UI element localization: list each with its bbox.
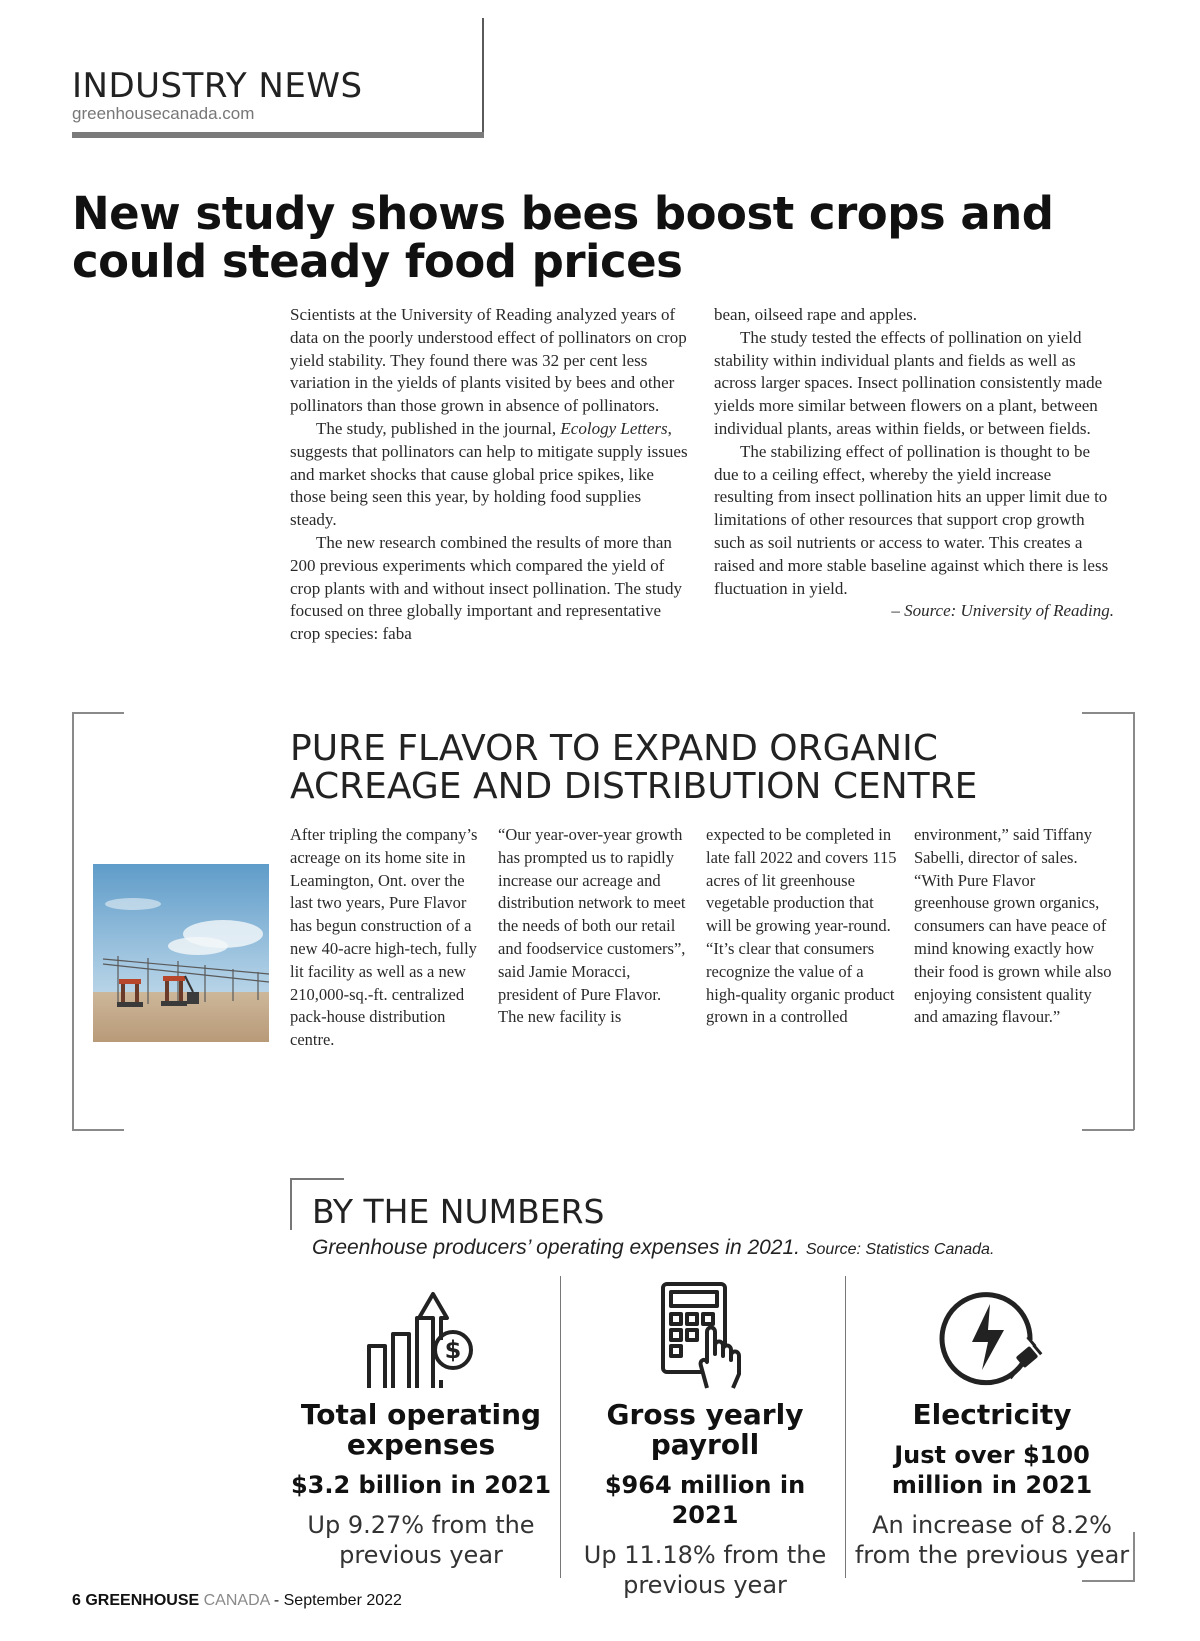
article-paragraph: expected to be completed in late fall 2022 and covers 115 acres of lit greenhouse vegetable production that will be growing year-round. bbox=[706, 825, 897, 936]
numbers-bracket-horizontal bbox=[290, 1178, 344, 1180]
numbers-subtitle bbox=[312, 1236, 994, 1260]
stat-change: Up 9.27% from the previous year bbox=[307, 1511, 535, 1569]
article-column-2-flow: bean, oilseed rape and apples. bbox=[714, 305, 917, 324]
numbers-source: Source: Statistics Canada. bbox=[805, 1241, 995, 1258]
stat-gross-payroll bbox=[570, 1280, 840, 1600]
article-paragraph: “It’s clear that consumers recognize the value of a high-quality organic product grown in a controlled bbox=[706, 938, 895, 1027]
issue-date: - September 2022 bbox=[273, 1592, 402, 1609]
site-url[interactable]: greenhousecanada.com bbox=[72, 104, 255, 123]
article-headline: New study shows bees boost crops and could steady food prices bbox=[72, 187, 1054, 288]
svg-text:$: $ bbox=[444, 1336, 462, 1364]
article-paragraph: “Our year-over-year growth has prompted us to rapidly increase our acreage and distribution network to meet the needs of both our retail and foodservice customers”, said Jamie Moracci, president of Pure Flavor. bbox=[498, 825, 686, 1004]
stat-title: Gross yearly payroll bbox=[606, 1398, 804, 1461]
section-label: INDUSTRY NEWS bbox=[72, 66, 363, 106]
stat-title: Total operating expenses bbox=[300, 1398, 542, 1461]
article-paragraph: The new research combined the results of more than 200 previous experiments which compared the yield of crop plants with and without insect pollination. The study focused on three globally important and representative crop species: faba bbox=[290, 532, 683, 644]
article-text: , suggests that pollinators can help to mitigate supply issues and market shocks that cause global price spikes, like those being seen this year, by holding food supplies steady. bbox=[290, 418, 688, 530]
article-text: The study, published in the journal, bbox=[316, 418, 561, 438]
article-paragraph bbox=[290, 418, 690, 532]
pure-flavor-title bbox=[290, 730, 1090, 806]
title-line: PURE FLAVOR TO EXPAND ORGANIC bbox=[290, 728, 938, 769]
stat-divider bbox=[560, 1276, 561, 1578]
page-footer bbox=[72, 1592, 402, 1610]
bar-chart-dollar-icon bbox=[361, 1280, 481, 1392]
electricity-plug-icon bbox=[932, 1280, 1052, 1392]
stat-change: Up 11.18% from the previous year bbox=[583, 1541, 827, 1599]
stat-electricity bbox=[854, 1280, 1130, 1570]
stat-value: $3.2 billion in 2021 bbox=[290, 1471, 552, 1499]
pure-flavor-column-2 bbox=[498, 824, 694, 1029]
title-line: ACREAGE AND DISTRIBUTION CENTRE bbox=[290, 766, 978, 807]
box-bracket-bottom-left bbox=[72, 1129, 124, 1131]
stat-value: $964 million in 2021 bbox=[604, 1471, 806, 1529]
box-bracket-right bbox=[1133, 712, 1135, 1130]
box-bracket-top-right bbox=[1082, 712, 1134, 714]
article-source: – Source: University of Reading. bbox=[891, 601, 1114, 621]
header-rule-horizontal bbox=[72, 132, 484, 138]
numbers-bracket-vertical bbox=[290, 1178, 292, 1230]
article-paragraph: environment,” said Tiffany Sabelli, director of sales. “With Pure Flavor greenhouse grown organics, consumers can have peace of mind knowing exactly how their food is grown while also enjoying consistent quality and amazing flavour.” bbox=[914, 825, 1112, 1027]
magazine-brand: GREENHOUSE bbox=[85, 1592, 200, 1609]
magazine-brand-suffix: CANADA bbox=[203, 1592, 270, 1609]
article-column-2 bbox=[714, 304, 1114, 623]
article-paragraph: Scientists at the University of Reading analyzed years of data on the poorly understood effect of pollinators on crop yield stability. They found there was 32 per cent less variation in the yields of plants visited by bees and other pollinators than those grown in absence of pollinators. bbox=[290, 305, 687, 416]
stat-total-operating bbox=[286, 1280, 556, 1570]
box-bracket-top-left bbox=[72, 712, 124, 714]
article-column-1 bbox=[290, 304, 690, 646]
numbers-subtitle-text: Greenhouse producers’ operating expenses in 2021. bbox=[312, 1236, 801, 1259]
page-number: 6 bbox=[72, 1592, 81, 1609]
journal-name: Ecology Letters bbox=[560, 418, 668, 438]
stat-change: An increase of 8.2% from the previous year bbox=[854, 1511, 1130, 1569]
article-paragraph: The study tested the effects of pollination on yield stability within individual plants and fields as well as across larger spaces. Insect pollination consistently made yields more similar between flowers on a plant, between individual plants, areas within fields, or between fields. bbox=[714, 327, 1103, 438]
numbers-bracket-bottom bbox=[1082, 1580, 1134, 1582]
box-bracket-bottom-right bbox=[1082, 1129, 1134, 1131]
box-bracket-left bbox=[72, 712, 74, 1130]
greenhouse-construction-photo bbox=[93, 864, 269, 1042]
numbers-bracket-right bbox=[1133, 1532, 1135, 1582]
stat-divider bbox=[845, 1276, 846, 1578]
stat-title: Electricity bbox=[912, 1398, 1072, 1431]
stat-value: Just over $100 million in 2021 bbox=[891, 1441, 1093, 1499]
pure-flavor-column-4 bbox=[914, 824, 1114, 1029]
pure-flavor-column-3 bbox=[706, 824, 902, 1029]
article-paragraph: The stabilizing effect of pollination is thought to be due to a ceiling effect, whereby the yield increase resulting from insect pollination hits an upper limit due to limitations of other resources that support crop growth such as soil nutrients or access to water. This creates a raised and more stable baseline against which there is less fluctuation in yield. bbox=[714, 441, 1109, 598]
pure-flavor-column-1: After tripling the company’s acreage on its home site in Leamington, Ont. over the last two years, Pure Flavor has begun construction of a new 40-acre high-tech, fully lit facility as well as a new 210,000-sq.-ft. centralized pack-house distribution centre. bbox=[290, 825, 478, 1050]
article-paragraph: The new facility is bbox=[498, 1007, 622, 1027]
numbers-title: BY THE NUMBERS bbox=[312, 1192, 605, 1231]
header-rule-vertical bbox=[482, 18, 484, 136]
calculator-hand-icon bbox=[655, 1280, 755, 1392]
